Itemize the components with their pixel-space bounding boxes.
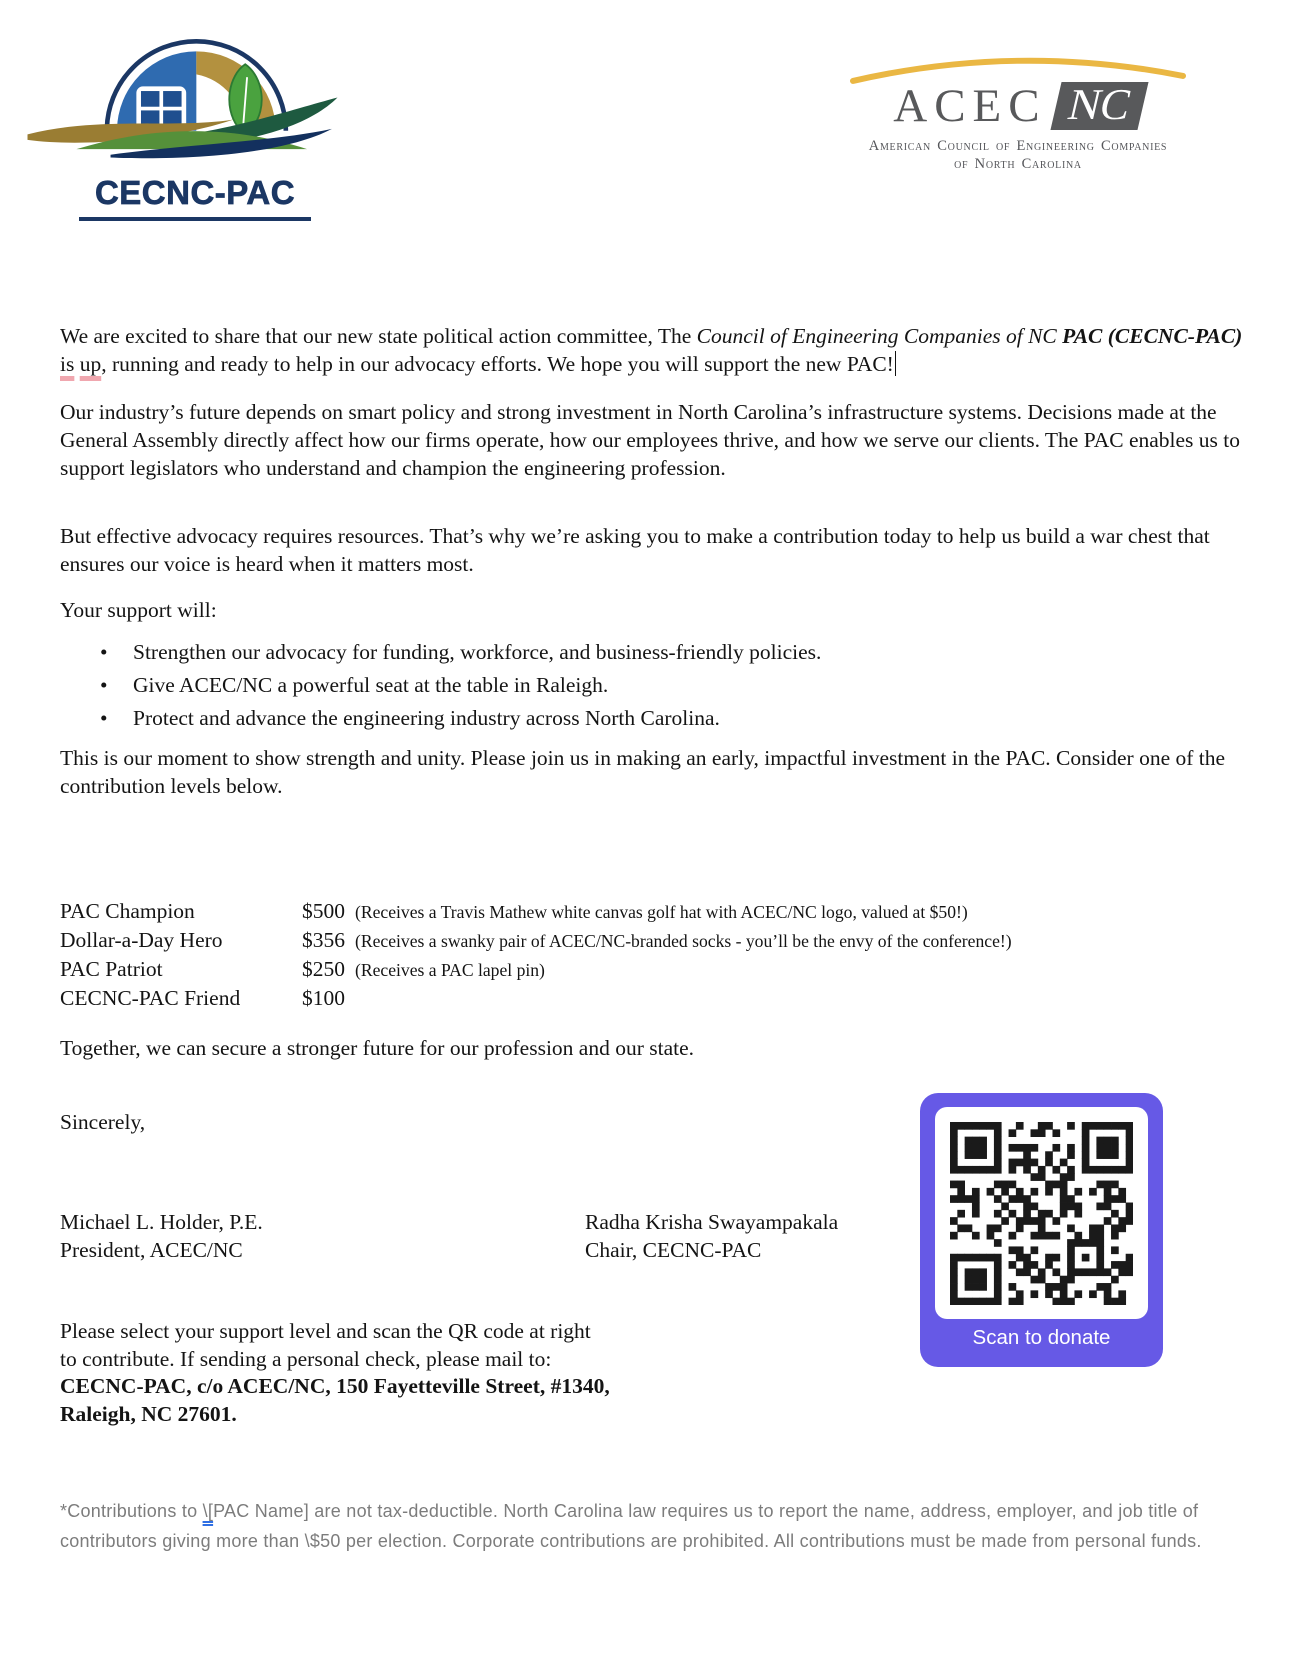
cecnc-pac-logo-text: CECNC-PAC [94,174,296,211]
contact-line: Please select your support level and scan the QR code at right [60,1319,591,1343]
acec-caption-line2: of North Carolina [954,156,1082,172]
disclaimer-text: PAC Name] are not tax-deductible. North Carolina law requires us to report the name, address, employer, and job title of contributors giving more than \$50 per election. Corporate contributions are prohibited. All contributions must be made from personal funds. [60,1501,1202,1551]
p1-tail: , running and ready to help in our advocacy efforts. We hope you will support the new PAC! [101,352,894,376]
support-heading: Your support will: [60,598,217,622]
table-row [60,926,1252,955]
signer-title: President, ACEC/NC [60,1238,243,1262]
level-amount: $500 [302,899,345,923]
mailing-address-line: CECNC-PAC, c/o ACEC/NC, 150 Fayetteville Street, #1340, [60,1374,610,1399]
paragraph-industry: Our industry’s future depends on smart policy and strong investment in North Carolina’s infrastructure systems. Decisions made at the General Assembly directly affect how our firms operate, how our employees thrive, and how we serve our clients. The PAC enables us to support legislators who understand and champion the engineering profession. [60,400,1241,480]
level-name: PAC Patriot [60,957,163,981]
disclaimer [60,1496,1252,1556]
cecnc-pac-logo-underline [79,217,311,221]
acec-nc-logo [846,52,1190,173]
bullet-list [60,640,1252,739]
bullet-icon: • [100,673,108,697]
text-cursor [895,351,896,376]
acec-caption-line1: American Council of Engineering Companies [868,138,1168,154]
scan-to-donate-label: Scan to donate [972,1326,1111,1349]
level-name: Dollar-a-Day Hero [60,928,223,952]
paragraph-intro [60,322,1252,378]
paragraph-together: Together, we can secure a stronger future for our profession and our state. [60,1036,695,1060]
signature-left [60,1208,263,1264]
qr-panel [935,1107,1148,1319]
donate-qr-card[interactable] [920,1093,1163,1367]
list-item [60,640,1252,673]
signer-title: Chair, CECNC-PAC [585,1238,762,1262]
paragraph-advocacy: But effective advocacy requires resources. That’s why we’re asking you to make a contribution today to help us build a war chest that ensures our voice is heard when it matters most. [60,524,1210,576]
paragraph-moment: This is our moment to show strength and unity. Please join us in making an early, impactful investment in the PAC. Consider one of the contribution levels below. [60,746,1226,798]
contribution-levels [60,897,1252,1012]
contact-instructions [60,1318,760,1428]
signer-name: Radha Krisha Swayampakala [585,1210,839,1234]
nc-box [1050,82,1148,130]
list-item [60,673,1252,706]
table-row [60,897,1252,926]
level-name: PAC Champion [60,899,195,923]
level-amount: $356 [302,928,345,952]
contact-line: to contribute. If sending a personal check, please mail to: [60,1346,552,1371]
qr-code [950,1122,1133,1305]
level-note: (Receives a PAC lapel pin) [355,960,545,980]
spellcheck-mark-up: up [79,352,102,376]
disclaimer-text: *Contributions to [60,1501,203,1521]
mailing-address-line: Raleigh, NC 27601. [60,1401,237,1426]
table-row [60,984,1252,1012]
bullet-text: Protect and advance the engineering industry across North Carolina. [133,706,720,730]
cecnc-pac-logo [25,20,365,221]
level-amount: $100 [302,986,345,1010]
level-amount: $250 [302,957,345,981]
grammar-mark: \[ [202,1501,214,1521]
bullet-text: Give ACEC/NC a powerful seat at the table in Raleigh. [133,673,609,697]
spellcheck-mark-is: is [60,352,75,376]
level-name: CECNC-PAC Friend [60,986,241,1010]
cecnc-pac-logo-graphic [25,20,340,163]
level-note: (Receives a Travis Mathew white canvas golf hat with ACEC/NC logo, valued at $50!) [355,902,968,922]
p1-lead: We are excited to share that our new state political action committee, The [60,324,697,348]
signer-name: Michael L. Holder, P.E. [60,1210,263,1234]
p1-pac-name-bold: PAC (CECNC-PAC) [1062,324,1243,348]
list-item [60,706,1252,739]
signature-right [585,1208,838,1264]
acec-wordmark: ACEC [893,79,1047,132]
bullet-icon: • [100,706,108,730]
level-note: (Receives a swanky pair of ACEC/NC-branded socks - you’ll be the envy of the conference!) [355,931,1012,951]
bullet-icon: • [100,640,108,664]
nc-wordmark: NC [1063,80,1136,129]
bullet-text: Strengthen our advocacy for funding, workforce, and business-friendly policies. [133,640,822,664]
table-row [60,955,1252,984]
closing: Sincerely, [60,1110,146,1134]
p1-pac-name-italic: Council of Engineering Companies of NC [696,324,1063,348]
